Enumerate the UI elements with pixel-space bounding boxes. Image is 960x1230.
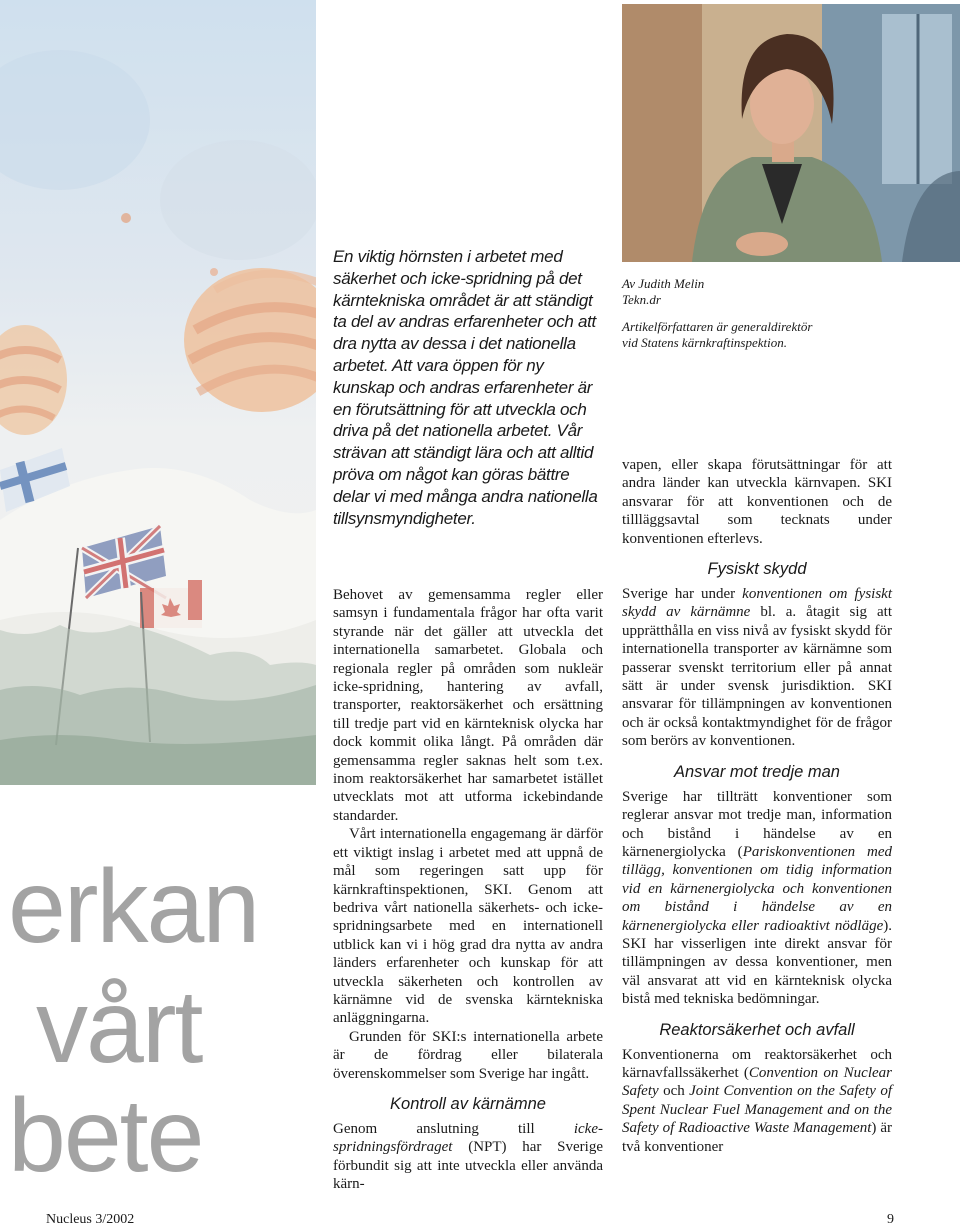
author-note-2: vid Statens kärnkraftinspektion.: [622, 334, 788, 350]
paragraph: Vårt internationella engagemang är därför ett viktigt inslag i arbetet med att uppnå de mål som regeringen satt upp för kärnkraftinspektionen, SKI. Genom att bedriva vårt nationella säkerhets- och icke-spridningsarbete med en internationell utblick kan vi i hög grad dra nytta av andra länders erfarenheter och kunskap för att utveckla säkerheten och kontrollen av kärnämne vid de svenska kärntekniska anläggningarna.: [333, 826, 603, 1027]
page-number: 9: [887, 1212, 894, 1227]
paragraph: Sverige har tillträtt konventioner som reglerar ansvar mot tredje man, information och bistånd i händelse av en kärnenergiolycka (Pariskonventionen med tillägg, konventionen om tidig information vid en kärnenergiolycka och konventionen om bistånd i händelse av en kärnenergiolycka eller radioaktivt nödläge). SKI har visserligen inte direkt ansvar för tillämpningen av dessa konventioner, men väl ansvarat att vid en kärnteknisk olycka bistå med tekniska bedömningar.: [622, 788, 892, 1008]
headline-fragment-3: bete: [8, 1078, 203, 1194]
column-right: [622, 456, 892, 1156]
author-title: Tekn.dr: [622, 291, 661, 307]
author-name: Av Judith Melin: [622, 276, 705, 291]
headline-fragment-2: vårt: [36, 969, 202, 1085]
paragraph: Konventionerna om reaktorsäkerhet och kärnavfallssäkerhet (Convention on Nuclear Safety och Joint Convention on the Safety of Spent Nuclear Fuel Management and on the Safety of Radioactive Waste Management) är två konventioner: [622, 1046, 892, 1155]
author-portrait: [622, 4, 960, 262]
section-heading: Ansvar mot tredje man: [674, 762, 840, 781]
paragraph: vapen, eller skapa förutsättningar för att andra länder kan utveckla kärnvapen. SKI ansvarar för att konventionen och de tillläggsavtal som tecknats under konventionen efterlevs.: [622, 457, 892, 547]
column-middle: [333, 586, 603, 1194]
watercolor-illustration: [0, 0, 316, 785]
byline: [622, 276, 952, 350]
section-heading: Kontroll av kärnämne: [390, 1094, 546, 1113]
headline-fragment-1: erkan: [8, 849, 259, 965]
intro-lead: En viktig hörnsten i arbetet med säkerhet och icke-spridning på det kärntekniska området är att ständigt ta del av andras erfarenheter och att dra nytta av dessa i det nationella arbetet. Att vara öppen för ny kunskap och andras erfarenheter är en förutsättning för att utveckla och driva på det nationella arbetet. Vår strävan att ständigt lära och att alltid pröva om något kan göras bättre delar vi med många andra nationella tillsynsmyndigheter.: [333, 247, 598, 528]
author-note-1: Artikelförfattaren är generaldirektör: [622, 319, 813, 334]
section-heading: Fysiskt skydd: [707, 560, 807, 579]
section-heading: Reaktorsäkerhet och avfall: [659, 1020, 855, 1039]
footer-publication: Nucleus 3/2002: [46, 1212, 135, 1227]
paragraph: Genom anslutning till icke-spridningsfördraget (NPT) har Sverige förbundit sig att inte utveckla eller använda kärn-: [333, 1120, 603, 1193]
paragraph: Behovet av gemensamma regler eller samsyn i fundamentala frågor har ofta varit styrande när det gäller att utveckla det internationella samarbetet. Globala och regionala regler på områden som nukleär icke-spridning, hantering av avfall, transporter, reaktorsäkerhet och ersättning till tredje part vid en kärnteknisk olycka har dock kommit olika långt. På områden där gemensamma regler saknas helt som t.ex. inom reaktorsäkerhet har samarbetet istället utvecklats mot att utforma ickebindande standarder.: [333, 587, 603, 824]
paragraph: Sverige har under konventionen om fysiskt skydd av kärnämne bl. a. åtagit sig att upprätthålla en viss nivå av fysiskt skydd för internationella transporter av kärnämne som passerar svenskt territorium eller på annat sätt är under svensk jurisdiktion. SKI ansvarar för tillämpningen av konventionen och är också kontaktmyndighet för de frågor som berörs av konventionen.: [622, 586, 893, 750]
paragraph: Grunden för SKI:s internationella arbete är de fördrag eller bilaterala överenskommelser som Sverige har ingått.: [333, 1028, 603, 1082]
